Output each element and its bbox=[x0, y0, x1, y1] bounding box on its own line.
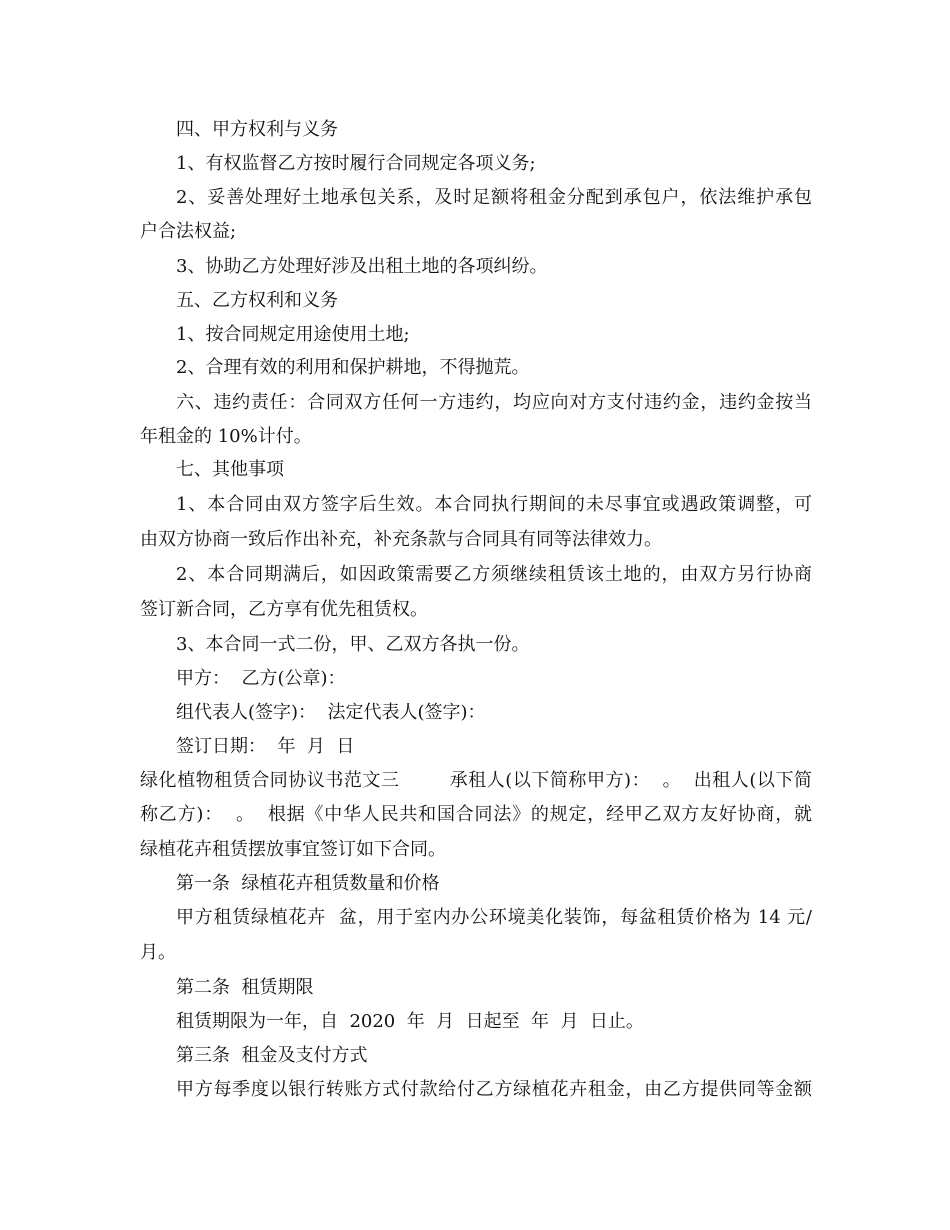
clause-line: 1、有权监督乙方按时履行合同规定各项义务; bbox=[176, 153, 536, 174]
clause-continuation-line: 年租金的 10%计付。 bbox=[140, 426, 312, 447]
clause-line: 2、妥善处理好土地承包关系，及时足额将租金分配到承包户，依法维护承包 bbox=[176, 187, 812, 208]
article-heading: 第三条 租金及支付方式 bbox=[176, 1045, 368, 1066]
section-heading-other-matters: 七、其他事项 bbox=[176, 459, 284, 480]
clause-line: 2、本合同期满后，如因政策需要乙方须继续租赁该土地的，由双方另行协商 bbox=[176, 564, 812, 585]
signing-date-line: 签订日期： 年 月 日 bbox=[176, 736, 355, 757]
signature-representatives-line: 组代表人(签字)： 法定代表人(签字)： bbox=[176, 702, 486, 723]
preamble-line: 称乙方)： 。 根据《中华人民共和国合同法》的规定，经甲乙双方友好协商，就 bbox=[140, 804, 812, 825]
clause-line: 1、按合同规定用途使用土地; bbox=[176, 324, 410, 345]
article-line: 租赁期限为一年，自 2020 年 月 日起至 年 月 日止。 bbox=[176, 1011, 644, 1032]
clause-continuation-line: 由双方协商一致后作出补充，补充条款与合同具有同等法律效力。 bbox=[140, 529, 662, 550]
article-heading: 第一条 绿植花卉租赁数量和价格 bbox=[176, 873, 440, 894]
breach-liability-line: 六、违约责任：合同双方任何一方违约，均应向对方支付违约金，违约金按当 bbox=[176, 392, 812, 413]
article-line: 甲方租赁绿植花卉 盆，用于室内办公环境美化装饰，每盆租赁价格为 14 元/ bbox=[176, 907, 812, 928]
clause-line: 3、本合同一式二份，甲、乙双方各执一份。 bbox=[176, 634, 530, 655]
clause-line: 1、本合同由双方签字后生效。本合同执行期间的未尽事宜或遇政策调整，可 bbox=[176, 494, 812, 515]
article-continuation-line: 月。 bbox=[140, 942, 176, 963]
signature-parties-line: 甲方： 乙方(公章)： bbox=[176, 668, 346, 689]
clause-continuation-line: 户合法权益; bbox=[140, 221, 237, 242]
article-heading: 第二条 租赁期限 bbox=[176, 977, 314, 998]
section-heading-party-a-rights: 四、甲方权利与义务 bbox=[176, 119, 338, 140]
clause-line: 2、合理有效的利用和保护耕地，不得抛荒。 bbox=[176, 357, 530, 378]
section-heading-party-b-rights: 五、乙方权利和义务 bbox=[176, 290, 338, 311]
preamble-line: 绿植花卉租赁摆放事宜签订如下合同。 bbox=[140, 839, 446, 860]
contract-title-line: 绿化植物租赁合同协议书范文三 承租人(以下简称甲方)： 。 出租人(以下简 bbox=[140, 770, 812, 791]
clause-line: 3、协助乙方处理好涉及出租土地的各项纠纷。 bbox=[176, 256, 548, 277]
clause-continuation-line: 签订新合同，乙方享有优先租赁权。 bbox=[140, 599, 428, 620]
article-line: 甲方每季度以银行转账方式付款给付乙方绿植花卉租金，由乙方提供同等金额 bbox=[176, 1079, 812, 1100]
